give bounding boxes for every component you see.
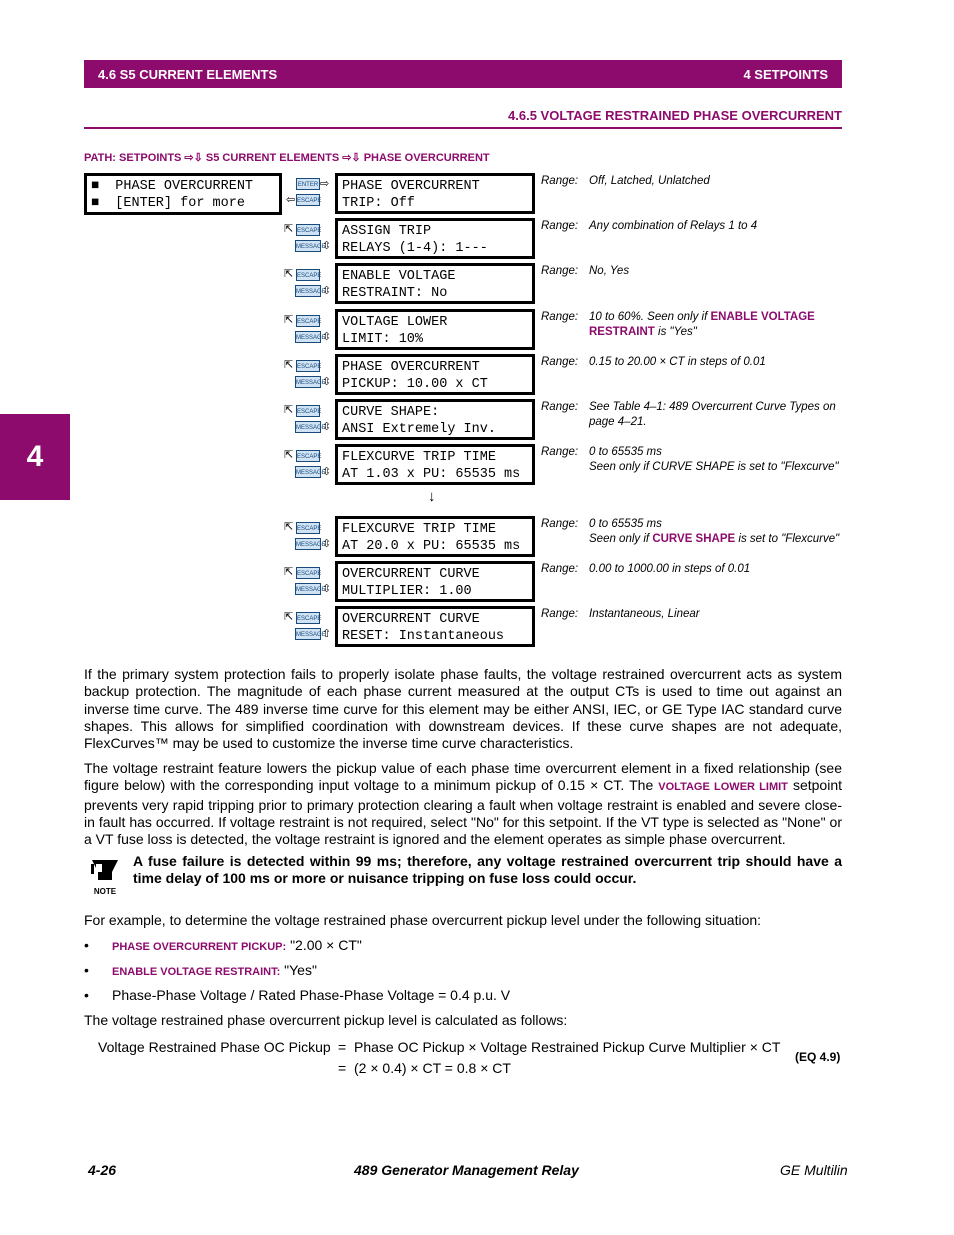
up-down-arrow-icon: ⇳ (322, 538, 332, 550)
escape-arrow-icon: ⇱ (284, 404, 294, 416)
setpoint-display (335, 561, 535, 602)
setpoint-display (335, 516, 535, 557)
range-text-b: is "Yes" (658, 326, 697, 338)
range-text: 0.00 to 1000.00 in steps of 0.01 (589, 563, 751, 575)
escape-key-icon[interactable]: ESCAPE (296, 450, 320, 462)
display-line-1: ENABLE VOLTAGE (342, 269, 456, 284)
range-text-line2: Seen only if CURVE SHAPE is set to "Flexcurve" (589, 461, 839, 473)
up-down-arrow-icon: ⇳ (322, 285, 332, 297)
up-down-arrow-icon: ⇳ (322, 376, 332, 388)
note-text: A fuse failure is detected within 99 ms; therefore, any voltage restrained overcurrent trip should have a time delay of 100 ms or more or nuisance tripping on fuse loss could occur. (133, 853, 842, 887)
chapter-tab: 4 (0, 414, 70, 500)
escape-key-icon[interactable]: ESCAPE (296, 360, 320, 372)
escape-key-icon[interactable]: ESCAPE (296, 269, 320, 281)
up-down-arrow-icon: ⇳ (322, 331, 332, 343)
range-label: Range: (541, 563, 579, 575)
up-down-arrow-icon: ⇳ (322, 583, 332, 595)
escape-arrow-icon: ⇱ (284, 268, 294, 280)
equation-equals: = (338, 1039, 347, 1055)
bullet-dot: • (84, 987, 89, 1003)
message-key-icon[interactable]: MESSAGE (295, 376, 321, 388)
escape-key-icon[interactable]: ESCAPE (296, 194, 320, 206)
up-down-arrow-icon: ⇳ (322, 240, 332, 252)
display-line-1: PHASE OVERCURRENT (342, 360, 480, 375)
range-setpoint-ref: CURVE SHAPE (652, 533, 736, 545)
setpoint-display (335, 444, 535, 485)
message-key-icon[interactable]: MESSAGE (295, 240, 321, 252)
range-label: Range: (541, 311, 579, 323)
paragraph-example: For example, to determine the voltage restrained phase overcurrent pickup level under the following situation: (84, 912, 762, 928)
range-label: Range: (541, 356, 579, 368)
bullet-text (112, 962, 317, 978)
setpoint-path: PATH: SETPOINTS ⇨⇩ S5 CURRENT ELEMENTS ⇨⇩ PHASE OVERCURRENT (84, 152, 490, 164)
range-label: Range: (541, 220, 579, 232)
display-line-2: ■ [ENTER] for more (91, 196, 245, 211)
message-key-icon[interactable]: MESSAGE (295, 583, 321, 595)
paragraph-calc: The voltage restrained phase overcurrent pickup level is calculated as follows: (84, 1012, 568, 1028)
note-label: NOTE (93, 887, 117, 896)
escape-key-icon[interactable]: ESCAPE (296, 315, 320, 327)
range-text-line1: 0 to 65535 ms (589, 518, 662, 530)
equation-rhs-2: (2 × 0.4) × CT = 0.8 × CT (354, 1060, 511, 1076)
setpoint-display (335, 263, 535, 304)
up-arrow-icon: ⇧ (322, 628, 332, 640)
escape-key-icon[interactable]: ESCAPE (296, 567, 320, 579)
header-section: 4.6 S5 CURRENT ELEMENTS (98, 67, 278, 82)
footer-company: GE Multilin (780, 1162, 848, 1178)
arrow-left-icon: ⇦ (286, 194, 296, 206)
heading-rule (84, 127, 842, 129)
setpoint-ref: ENABLE VOLTAGE RESTRAINT: (112, 966, 281, 978)
bullet-value: "2.00 × CT" (290, 937, 362, 953)
equation-rhs-1: Phase OC Pickup × Voltage Restrained Pickup Curve Multiplier × CT (354, 1039, 781, 1055)
display-line-1: PHASE OVERCURRENT (342, 179, 480, 194)
footer-title: 489 Generator Management Relay (354, 1162, 579, 1178)
setpoint-display (335, 354, 535, 395)
message-key-icon[interactable]: MESSAGE (295, 628, 321, 640)
paragraph-intro: If the primary system protection fails to properly isolate phase faults, the voltage restrained overcurrent acts as system backup protection. The magnitude of each phase current measured at the output CTs is used to time out against an inverse time curve. The 489 inverse time curve for this element may be either ANSI, IEC, or GE Type IAC standard curve shapes. This allows for simplified coordination with downstream devices. If these curve shapes are not adequate, FlexCurves™ may be used to customize the inverse time curve characteristics. (84, 666, 842, 752)
escape-arrow-icon: ⇱ (284, 449, 294, 461)
range-text-a: 10 to 60%. Seen only if (589, 311, 708, 323)
escape-key-icon[interactable]: ESCAPE (296, 405, 320, 417)
display-line-2: RESET: Instantaneous (342, 629, 505, 644)
range-label: Range: (541, 518, 579, 530)
setpoint-display (335, 218, 535, 259)
phase-overcurrent-header-display (84, 173, 282, 215)
up-down-arrow-icon: ⇳ (322, 466, 332, 478)
para-text-a: The voltage restraint feature lowers the pickup value of each phase time overcurrent element in a fixed relationship (see figure below) with the corresponding input voltage to a minimum pickup of 0.15 × CT. The (84, 760, 842, 794)
arrow-right-icon: ⇨ (320, 178, 330, 190)
range-text: See Table 4–1: 489 Overcurrent Curve Types on page 4–21. (589, 401, 836, 428)
section-heading: 4.6.5 VOLTAGE RESTRAINED PHASE OVERCURRENT (508, 108, 842, 123)
display-line-2: RELAYS (1-4): 1--- (342, 241, 488, 256)
setpoint-display (335, 173, 535, 214)
range-text-line1: 0 to 65535 ms (589, 446, 662, 458)
message-key-icon[interactable]: MESSAGE (295, 538, 321, 550)
escape-arrow-icon: ⇱ (284, 566, 294, 578)
bullet-value: Phase-Phase Voltage / Rated Phase-Phase Voltage = 0.4 p.u. V (112, 987, 511, 1003)
escape-key-icon[interactable]: ESCAPE (296, 522, 320, 534)
display-line-2: RESTRAINT: No (342, 286, 448, 301)
range-label: Range: (541, 446, 579, 458)
bullet-text (112, 937, 362, 953)
display-line-1: VOLTAGE LOWER (342, 315, 448, 330)
range-text-2a: Seen only if (589, 533, 650, 545)
page-number: 4-26 (88, 1162, 117, 1178)
display-line-1: OVERCURRENT CURVE (342, 567, 480, 582)
display-line-1: FLEXCURVE TRIP TIME (342, 450, 496, 465)
display-line-1: OVERCURRENT CURVE (342, 612, 480, 627)
header-chapter: 4 SETPOINTS (743, 67, 828, 82)
range-text (589, 310, 842, 340)
setpoint-display (335, 309, 535, 350)
range-text (589, 445, 842, 475)
display-line-1: ASSIGN TRIP (342, 224, 432, 239)
display-line-2: LIMIT: 10% (342, 332, 424, 347)
display-line-2: PICKUP: 10.00 x CT (342, 377, 488, 392)
equation-lhs: Voltage Restrained Phase OC Pickup (98, 1039, 331, 1055)
escape-arrow-icon: ⇱ (284, 223, 294, 235)
display-line-1: ■ PHASE OVERCURRENT (91, 179, 254, 194)
equation-equals: = (338, 1060, 347, 1076)
range-text (589, 517, 842, 547)
message-key-icon[interactable]: MESSAGE (295, 285, 321, 297)
display-line-2: TRIP: Off (342, 196, 415, 211)
range-text: Instantaneous, Linear (589, 608, 700, 620)
display-line-2: AT 1.03 x PU: 65535 ms (342, 467, 521, 482)
range-text: Any combination of Relays 1 to 4 (589, 220, 758, 232)
message-key-icon[interactable]: MESSAGE (295, 331, 321, 343)
setpoint-ref: VOLTAGE LOWER LIMIT (658, 781, 788, 794)
bullet-dot: • (84, 937, 89, 953)
escape-arrow-icon: ⇱ (284, 359, 294, 371)
escape-arrow-icon: ⇱ (284, 314, 294, 326)
equation-number: (EQ 4.9) (795, 1050, 841, 1064)
display-line-2: MULTIPLIER: 1.00 (342, 584, 472, 599)
paragraph-restraint (84, 760, 842, 848)
range-label: Range: (541, 175, 579, 187)
message-key-icon[interactable]: MESSAGE (295, 466, 321, 478)
display-line-2: ANSI Extremely Inv. (342, 422, 496, 437)
enter-key-icon[interactable]: ENTER (296, 178, 320, 190)
display-line-2: AT 20.0 x PU: 65535 ms (342, 539, 521, 554)
setpoint-display (335, 399, 535, 440)
range-text: 0.15 to 20.00 × CT in steps of 0.01 (589, 356, 766, 368)
escape-arrow-icon: ⇱ (284, 611, 294, 623)
range-text: Off, Latched, Unlatched (589, 175, 710, 187)
setpoint-display (335, 606, 535, 647)
range-label: Range: (541, 401, 579, 413)
up-down-arrow-icon: ⇳ (322, 421, 332, 433)
range-label: Range: (541, 608, 579, 620)
page-header (84, 60, 842, 88)
escape-arrow-icon: ⇱ (284, 521, 294, 533)
para-text-b: setpoint prevents very rapid tripping prior to primary protection clearing a fault when voltage restraint is enabled and severe close-in fault has occurred. If voltage restraint is not required, select "No" for this setpoint. If the VT type is selected as "None" or a VT fuse loss is detected, the voltage restraint is ignored and the element operates as simple phase overcurrent. (84, 777, 843, 848)
range-text-2b: is set to "Flexcurve" (738, 533, 840, 545)
range-setpoint-ref: ENABLE VOLTAGE RESTRAINT (589, 311, 815, 338)
continuation-arrow-icon: ↓ (428, 488, 436, 505)
range-label: Range: (541, 265, 579, 277)
range-text: No, Yes (589, 265, 630, 277)
display-line-1: FLEXCURVE TRIP TIME (342, 522, 496, 537)
escape-key-icon[interactable]: ESCAPE (296, 224, 320, 236)
bullet-dot: • (84, 962, 89, 978)
escape-key-icon[interactable]: ESCAPE (296, 612, 320, 624)
bullet-value: "Yes" (284, 962, 317, 978)
display-line-1: CURVE SHAPE: (342, 405, 440, 420)
note-icon (88, 856, 122, 898)
message-key-icon[interactable]: MESSAGE (295, 421, 321, 433)
setpoint-ref: PHASE OVERCURRENT PICKUP: (112, 941, 287, 953)
